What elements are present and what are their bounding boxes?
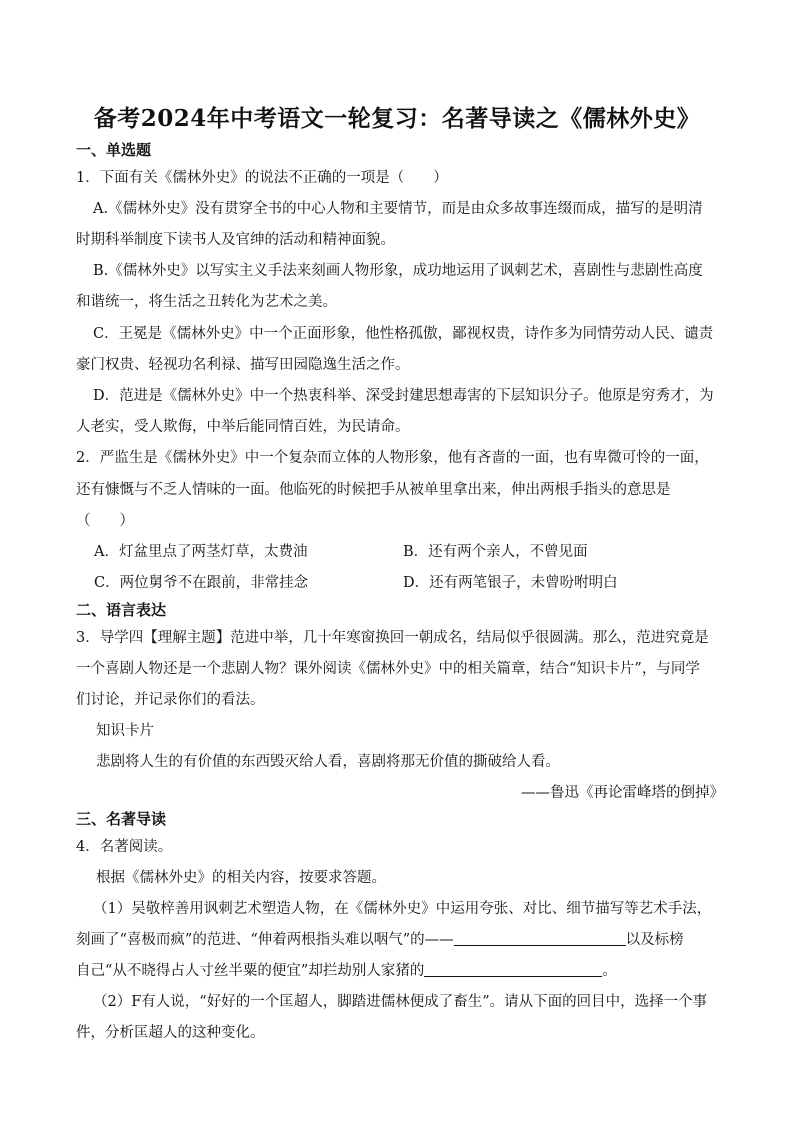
q1-option-a-line2: 时期科举制度下读书人及官绅的活动和精神面貌。 — [76, 232, 395, 248]
page-title: 备考2024年中考语文一轮复习：名著导读之《儒林外史》 — [93, 105, 701, 132]
q3-quote-source: ——鲁迅《再论雷峰塔的倒掉》 — [521, 785, 724, 801]
q4-part1-line2-text-a: 刻画了“喜极而疯”的范进、“伸着两根指头难以咽气”的—— — [76, 932, 454, 948]
q3-line3: 们讨论，并记录你们的看法。 — [76, 692, 265, 708]
q1-option-b-line1: B.《儒林外史》以写实主义手法来刻画人物形象，成功地运用了讽刺艺术，喜剧性与悲剧性高度 — [93, 263, 703, 279]
q1-option-b-line2: 和谐统一，将生活之丑转化为艺术之美。 — [76, 294, 337, 310]
q1-option-c-line2: 豪门权贵、轻视功名利禄、描写田园隐逸生活之作。 — [76, 357, 410, 373]
q3-card-label: 知识卡片 — [96, 723, 154, 739]
answer-blank-1[interactable] — [454, 930, 626, 946]
q4-part1-line1: （1）吴敬梓善用讽刺艺术塑造人物，在《儒林外史》中运用夸张、对比、细节描写等艺术手法， — [93, 901, 712, 917]
q1-option-c-line1: C．王冕是《儒林外史》中一个正面形象，他性格孤傲，鄙视权贵，诗作多为同情劳动人民、谴责 — [93, 326, 714, 342]
q4-stem: 4．名著阅读。 — [76, 839, 173, 855]
q1-option-d-line1: D．范进是《儒林外史》中一个热衷科举、深受封建思想毒害的下层知识分子。他原是穷秀才，为 — [93, 388, 714, 404]
q4-part2-line1: （2）F有人说，“好好的一个匡超人，脚踏进儒林便成了畜生”。请从下面的回目中，选择一个事 — [93, 994, 708, 1010]
q1-option-d-line2: 人老实，受人欺侮，中举后能同情百姓，为民请命。 — [76, 419, 410, 435]
q3-line2: 一个喜剧人物还是一个悲剧人物？课外阅读《儒林外史》中的相关篇章，结合“知识卡片”，与同学 — [76, 661, 700, 677]
q1-option-a-line1: A.《儒林外史》没有贯穿全书的中心人物和主要情节，而是由众多故事连缀而成，描写的是明清 — [93, 201, 703, 217]
q2-stem-line2: 还有慷慨与不乏人情味的一面。他临死的时候把手从被单里拿出来，伸出两根手指头的意思是 — [76, 482, 671, 498]
q2-stem-line1: 2．严监生是《儒林外史》中一个复杂而立体的人物形象，他有吝啬的一面，也有卑微可怜的一面， — [76, 450, 709, 466]
section-heading-single-choice: 一、单选题 — [76, 141, 152, 159]
q4-part1-line3-text-b: 。 — [602, 963, 617, 979]
q3-quote: 悲剧将人生的有价值的东西毁灭给人看，喜剧将那无价值的撕破给人看。 — [96, 754, 560, 770]
q2-stem-line3: （ ） — [76, 513, 134, 529]
section-heading-classic-reading: 三、名著导读 — [76, 810, 167, 828]
q4-part1-line2 — [76, 928, 724, 949]
answer-blank-2[interactable] — [424, 961, 602, 977]
q4-part1-line3 — [76, 959, 724, 980]
q2-option-c: C．两位舅爷不在跟前，非常挂念 — [94, 575, 309, 591]
q3-line1: 3．导学四【理解主题】范进中举，几十年寒窗换回一朝成名，结局似乎很圆满。那么，范进究竟是 — [76, 630, 709, 646]
section-heading-language-expression: 二、语言表达 — [76, 601, 167, 619]
q4-part1-line2-text-b: 以及标榜 — [625, 932, 684, 948]
q4-part2-line2: 件，分析匡超人的这种变化。 — [76, 1025, 265, 1041]
q2-option-d: D．还有两笔银子，未曾吩咐明白 — [403, 575, 618, 591]
q1-stem: 1．下面有关《儒林外史》的说法不正确的一项是（ ） — [76, 170, 448, 186]
q4-instruction: 根据《儒林外史》的相关内容，按要求答题。 — [96, 870, 386, 886]
q2-option-b: B．还有两个亲人，不曾见面 — [403, 544, 588, 560]
q4-part1-line3-text-a: 自己“从不晓得占人寸丝半粟的便宜”却拦劫别人家猪的 — [76, 963, 425, 979]
q2-option-a: A．灯盆里点了两茎灯草，太费油 — [94, 544, 308, 560]
